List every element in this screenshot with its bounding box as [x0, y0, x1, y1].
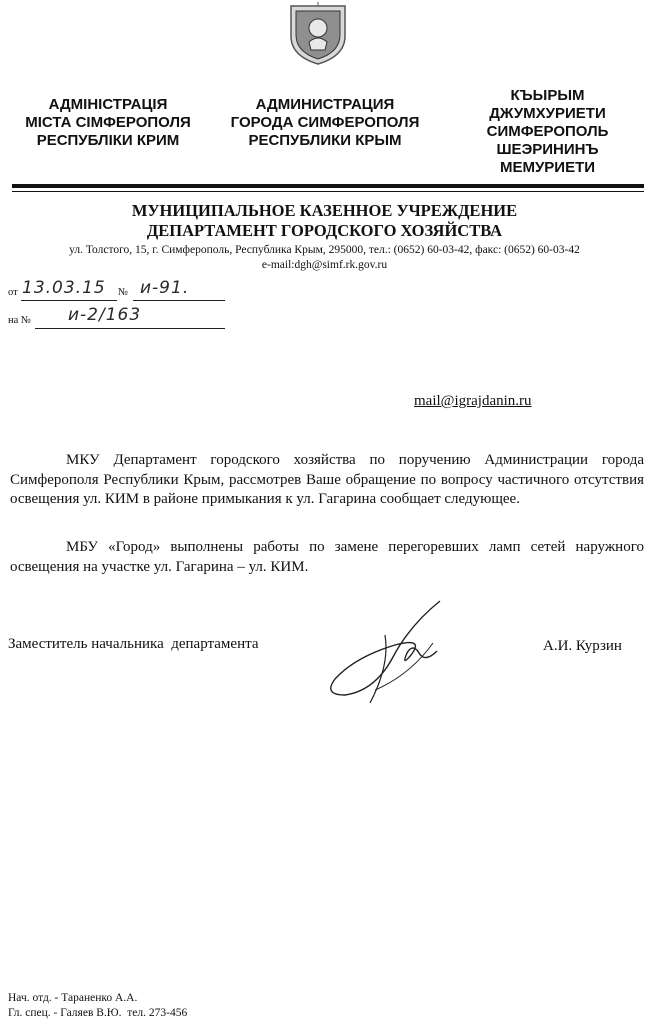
header-russian-line: РЕСПУБЛИКИ КРЫМ: [248, 132, 402, 149]
footer-contact-2: Гл. спец. - Галяев В.Ю. тел. 273-456: [8, 1007, 188, 1019]
organization-name-line1: МУНИЦИПАЛЬНОЕ КАЗЕННОЕ УЧРЕЖДЕНИЕ: [131, 201, 518, 220]
organization-address: ул. Толстого, 15, г. Симферополь, Республика Крым, 295000, тел.: (0652) 60-03-42, факс: (0652) 60-03-42: [69, 244, 580, 256]
outgoing-registration: [8, 278, 238, 302]
header-ukrainian-line: МІСТА СІМФЕРОПОЛЯ: [25, 114, 191, 131]
body-paragraph-1: МКУ Департамент городского хозяйства по поручению Администрации города Симферополя Республики Крым, рассмотрев Ваше обращение по вопросу частичного отсутствия освещения ул. КИМ в районе примыкания к ул. Гагарина сообщает следующее.: [10, 452, 644, 507]
organization-name-line2: ДЕПАРТАМЕНТ ГОРОДСКОГО ХОЗЯЙСТВА: [146, 221, 503, 240]
body-paragraph-2: МБУ «Город» выполнены работы по замене перегоревших ламп сетей наружного освещения на участке ул. Гагарина – ул. КИМ.: [10, 539, 644, 575]
header-russian: [215, 96, 435, 150]
header-crimean-tatar-line: ДЖУМХУРИЕТИ: [489, 105, 606, 122]
header-russian-line: ГОРОДА СИМФЕРОПОЛЯ: [230, 114, 420, 131]
header-divider-thick: [12, 184, 644, 188]
coat-of-arms-icon: [287, 2, 349, 66]
reply-number-label: на №: [8, 315, 31, 326]
header-divider-thin: [12, 191, 644, 192]
header-crimean-tatar-line: МЕМУРИЕТИ: [499, 159, 596, 176]
header-crimean-tatar-line: КЪЫРЫМ: [510, 87, 585, 104]
reply-registration: [8, 305, 238, 329]
handwritten-date: 13.03.15: [22, 278, 106, 298]
handwritten-number: и-91.: [140, 278, 190, 298]
number-label: №: [118, 287, 129, 298]
handwritten-reply-number: и-2/163: [68, 305, 142, 325]
organization-email: e-mail:dgh@simf.rk.gov.ru: [261, 259, 388, 271]
signatory-position: Заместитель начальника департамента: [8, 636, 259, 652]
footer-contact-1: Нач. отд. - Тараненко А.А.: [8, 992, 138, 1004]
header-crimean-tatar: [465, 87, 630, 177]
header-crimean-tatar-line: СИМФЕРОПОЛЬ: [486, 123, 609, 140]
header-ukrainian-line: РЕСПУБЛІКИ КРИМ: [36, 132, 180, 149]
recipient-email: mail@igrajdanin.ru: [414, 393, 532, 409]
handwritten-signature: [315, 595, 465, 710]
header-ukrainian: [18, 96, 198, 150]
header-crimean-tatar-line: ШЕЭРИНИНЪ: [496, 141, 599, 158]
header-ukrainian-line: АДМІНІСТРАЦІЯ: [48, 96, 168, 113]
header-russian-line: АДМИНИСТРАЦИЯ: [255, 96, 395, 113]
signatory-name: А.И. Курзин: [543, 638, 622, 654]
date-label: от: [8, 287, 18, 298]
